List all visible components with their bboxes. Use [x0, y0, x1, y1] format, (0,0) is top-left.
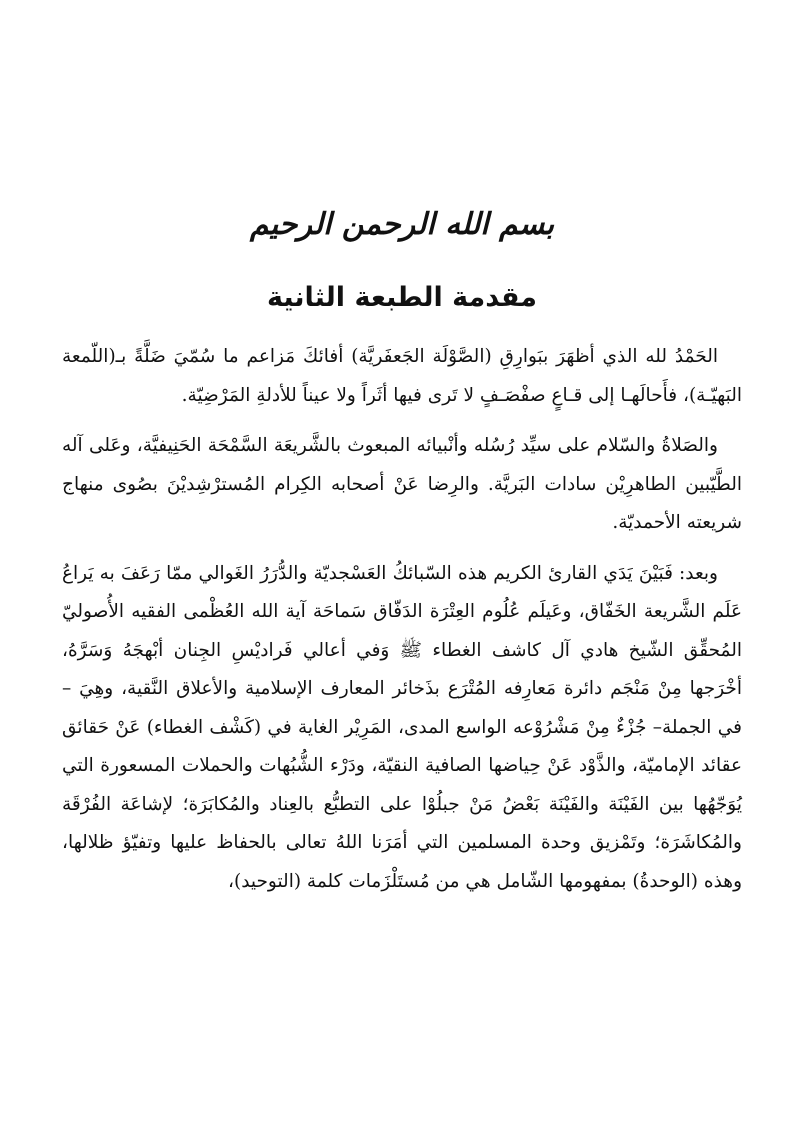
paragraph: وبعد: فَبَيْنَ يَدَي القارئ الكريم هذه السّبائكُ العَسْجديّة والدُّرَرُ الغَوالي ممّا رَعَفَ به يَراعُ عَلَم الشَّريعة الخَفّاق، وعَيلَم عُلُوم العِتْرَة الدَفّاق سَماحَة آية الله العُظْمى الفقيه الأُصوليّ المُحقِّق الشّيخ هادي آل كاشف الغطاء ﷺ وَفي أعالي فَراديْسِ الجِنان أبْهجَهُ وَسَرَّهُ، أخْرَجها مِنْ مَنْجَم دائرة مَعارِفه المُتْرَع بذَخائر المعارف الإسلامية والأعلاق النَّقية، وهِيَ –في الجملة– جُزْءٌ مِنْ مَشْرُوْعه الواسع المدى، المَرِيْر الغاية في (كَشْف الغطاء) عَنْ حَقائق عقائد الإماميّة، والذَّوْد عَنْ حِياضها الصافية النقيّة، ودَرْء الشُّبُهات والحملات المسعورة التي يُوَجّهُها بين الفَيْنَة والفَيْنَة بَعْضُ مَنْ جبلُوْا على التطبُّع بالعِناد والمُكابَرَة؛ لإشاعَة الفُرْقَة والمُكاشَرَة؛ وتَمْزيق وحدة المسلمين التي أمَرَنا اللهُ تعالى بالحفاظ عليها وتفيّؤ ظلالها، وهذه (الوحدةُ) بمفهومها الشّامل هي من مُستَلْزَمات كلمة (التوحيد)، [62, 562, 742, 892]
basmala-calligraphy: بسم الله الرحمن الرحيم [249, 207, 555, 242]
body-text [62, 338, 742, 913]
paragraph: الحَمْدُ لله الذي أظهَرَ ببَوارِقِ (الصَّوْلَة الجَعفَريَّة) أفائكَ مَزاعم ما سُمّيَ ضَلَّةً بـ(اللّمعة البَهيّـة)، فأَحالَهـا إلى قـاعٍ صفْصَـفٍ لا تَرى فيها أثَراً ولا عيناً للأدلةِ المَرْضِيّة. [62, 346, 742, 406]
paragraph: والصَلاةُ والسّلام على سيِّد رُسُله وأنْبيائه المبعوث بالشَّريعَة السَّمْحَة الحَنِيفيَّة، وعَلى آله الطَّيّبين الطاهرِيْن سادات البَريَّة. والرِضا عَنْ أصحابه الكِرام المُسترْشِديْنَ بصُوى منهاج شريعته الأحمديّة. [62, 435, 742, 533]
page-title: مقدمة الطبعة الثانية [266, 282, 538, 313]
document-page [62, 0, 742, 1134]
